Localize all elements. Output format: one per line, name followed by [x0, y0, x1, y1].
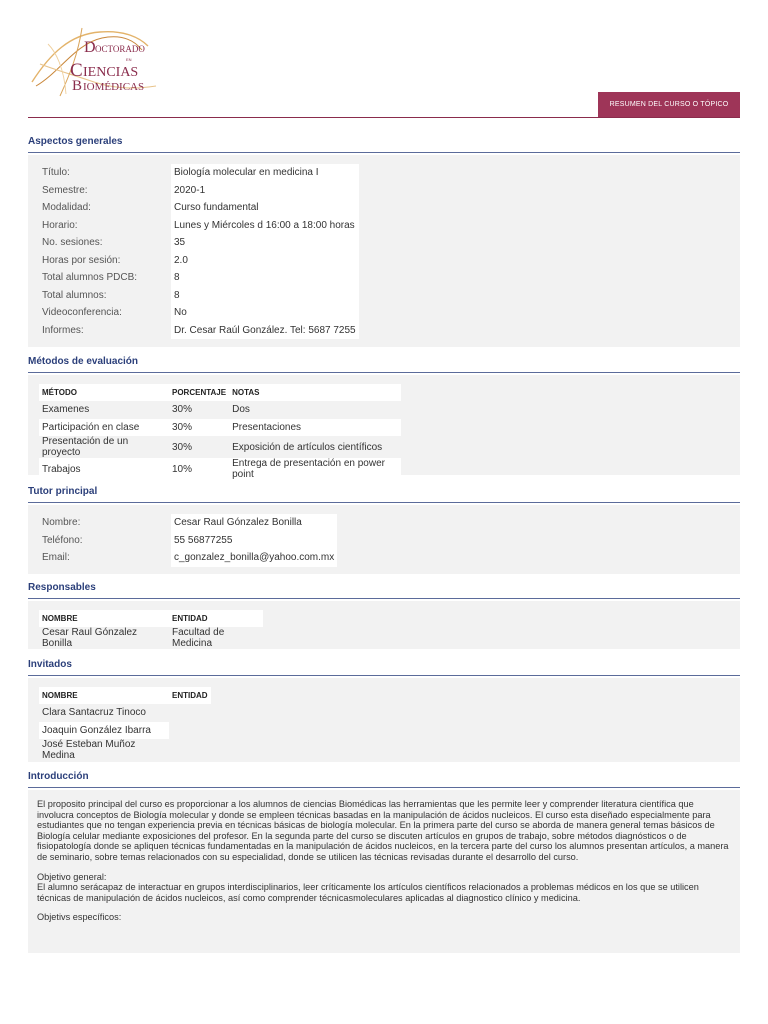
info-row [39, 304, 359, 322]
svg-text:IENCIAS: IENCIAS [83, 65, 139, 80]
svg-text:D: D [84, 39, 96, 56]
evaluation-section-title: Métodos de evaluación [28, 356, 139, 367]
svg-text:EN: EN [126, 57, 132, 62]
field-value: Cesar Raul Gónzalez Bonilla [171, 514, 337, 532]
field-label: No. sesiones: [39, 234, 171, 252]
field-value: 55 56877255 [171, 532, 337, 550]
evaluation-table [39, 384, 401, 480]
notes-cell: Presentaciones [229, 419, 401, 437]
entity-cell [169, 739, 211, 761]
column-header: ENTIDAD [169, 687, 211, 704]
method-cell: Examenes [39, 401, 169, 419]
name-cell: José Esteban Muñoz Medina [39, 739, 169, 761]
field-value: Dr. Cesar Raúl González. Tel: 5687 7255 [171, 322, 359, 340]
field-label: Teléfono: [39, 532, 171, 550]
section-divider [28, 787, 740, 788]
table-row [39, 458, 401, 480]
info-row [39, 532, 337, 550]
info-row [39, 549, 337, 567]
general-objective-text: El alumno serácapaz de interactuar en grupos interdisciplinarios, leer críticamente los artículos científicos relacionados a problemas médicos en los que se utilicen técnicas de manipulación de ácidos nucleicos, así como comprender técnicasmoleculares aplicadas al diagnostico clínico y medicina. [37, 882, 699, 903]
section-divider [28, 598, 740, 599]
svg-text:C: C [70, 60, 83, 81]
field-value: Curso fundamental [171, 199, 359, 217]
responsables-table [39, 610, 263, 649]
column-header: NOMBRE [39, 610, 169, 627]
field-label: Total alumnos PDCB: [39, 269, 171, 287]
notes-cell: Dos [229, 401, 401, 419]
field-value: 8 [171, 287, 359, 305]
table-row [39, 739, 211, 761]
percentage-cell: 30% [169, 419, 229, 437]
percentage-cell: 10% [169, 458, 229, 480]
table-row [39, 722, 211, 740]
field-label: Horario: [39, 217, 171, 235]
general-panel [28, 155, 740, 347]
info-row [39, 164, 359, 182]
field-label: Semestre: [39, 182, 171, 200]
evaluation-panel [28, 375, 740, 480]
header-divider [28, 117, 740, 118]
name-cell: Joaquin González Ibarra [39, 722, 169, 740]
responsables-section-title: Responsables [28, 582, 96, 593]
notes-cell: Entrega de presentación en power point [229, 458, 401, 480]
table-row [39, 627, 263, 649]
info-row [39, 182, 359, 200]
field-value: Lunes y Miércoles d 16:00 a 18:00 horas [171, 217, 359, 235]
intro-paragraph: El proposito principal del curso es proporcionar a los alumnos de ciencias Biomédicas las herramientas que les permite leer y comprender literatura científica que involucra conceptos de Biología molecular y donde se empleen técnicas basadas en la manipulación de ácidos nucleicos. El curso esta diseñado especialmente para estudiantes que no tengan experiencia previa en técnicas básicas de biología molecular. En la primera parte del curso se aborda de manera general temas básicos de Biología celular mediante exposiciones del profesor. En la segunda parte del curso se discuten artículos en grupos de trabajo, sobre métodos diagnósticos o de fisiopatología donde se apliquen técnicas fundamentadas en la manipulación de ácidos nucleicos, en la tercera parte del curso los alumnos presentan artículos, a manera de seminario, sobre temas relacionados con su especialidad, donde se utilicen las técnicas revisadas durante el desarrollo del curso. [37, 799, 729, 862]
field-label: Total alumnos: [39, 287, 171, 305]
column-header: MÉTODO [39, 384, 169, 401]
field-label: Email: [39, 549, 171, 567]
info-row [39, 199, 359, 217]
entity-cell: Facultad de Medicina [169, 627, 263, 649]
percentage-cell: 30% [169, 401, 229, 419]
course-summary-button[interactable]: RESUMEN DEL CURSO O TÓPICO [598, 92, 740, 117]
field-value: 8 [171, 269, 359, 287]
svg-text:IOMÉDICAS: IOMÉDICAS [83, 81, 145, 93]
field-label: Horas por sesión: [39, 252, 171, 270]
svg-text:OCTORADO: OCTORADO [95, 44, 145, 54]
general-section-title: Aspectos generales [28, 136, 123, 147]
info-row [39, 252, 359, 270]
info-row [39, 287, 359, 305]
specific-objectives-label: Objetivs específicos: [37, 912, 122, 923]
field-label: Modalidad: [39, 199, 171, 217]
column-header: NOMBRE [39, 687, 169, 704]
info-row [39, 514, 337, 532]
info-row [39, 217, 359, 235]
name-cell: Cesar Raul Gónzalez Bonilla [39, 627, 169, 649]
intro-section-title: Introducción [28, 771, 89, 782]
column-header: NOTAS [229, 384, 401, 401]
field-value: Biología molecular en medicina I [171, 164, 359, 182]
intro-panel [28, 790, 740, 953]
name-cell: Clara Santacruz Tinoco [39, 704, 169, 722]
invitados-panel [28, 678, 740, 762]
field-value: 35 [171, 234, 359, 252]
table-row [39, 436, 401, 458]
info-row [39, 322, 359, 340]
svg-text:B: B [72, 78, 83, 94]
section-divider [28, 152, 740, 153]
column-header: PORCENTAJE [169, 384, 229, 401]
general-table [39, 164, 359, 339]
table-row [39, 419, 401, 437]
section-divider [28, 502, 740, 503]
table-row [39, 401, 401, 419]
column-header: ENTIDAD [169, 610, 263, 627]
method-cell: Participación en clase [39, 419, 169, 437]
method-cell: Trabajos [39, 458, 169, 480]
tutor-panel [28, 505, 740, 574]
entity-cell [169, 722, 211, 740]
invitados-section-title: Invitados [28, 659, 72, 670]
field-value: c_gonzalez_bonilla@yahoo.com.mx [171, 549, 337, 567]
method-cell: Presentación de un proyecto [39, 436, 169, 458]
general-objective [37, 872, 731, 904]
field-label: Nombre: [39, 514, 171, 532]
field-value: No [171, 304, 359, 322]
info-row [39, 269, 359, 287]
tutor-table [39, 514, 337, 567]
general-objective-label: Objetivo general: [37, 871, 107, 882]
field-label: Videoconferencia: [39, 304, 171, 322]
table-row [39, 704, 211, 722]
field-value: 2020-1 [171, 182, 359, 200]
info-row [39, 234, 359, 252]
notes-cell: Exposición de artículos científicos [229, 436, 401, 458]
field-label: Título: [39, 164, 171, 182]
entity-cell [169, 704, 211, 722]
responsables-panel [28, 601, 740, 649]
logo-swirl-graphic [30, 24, 170, 98]
tutor-section-title: Tutor principal [28, 486, 98, 497]
section-divider [28, 675, 740, 676]
section-divider [28, 372, 740, 373]
field-value: 2.0 [171, 252, 359, 270]
field-label: Informes: [39, 322, 171, 340]
percentage-cell: 30% [169, 436, 229, 458]
invitados-table [39, 687, 211, 761]
doctorado-logo [30, 24, 170, 98]
